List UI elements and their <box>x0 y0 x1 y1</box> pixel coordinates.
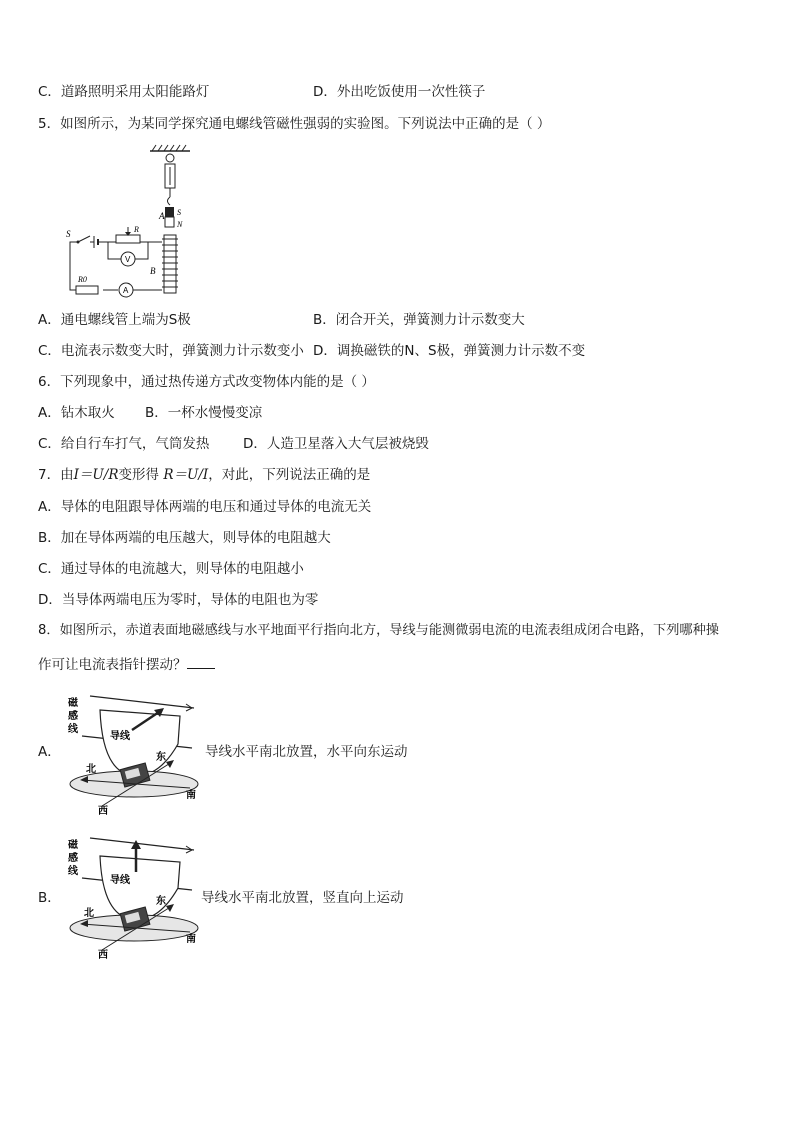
label-a: A <box>159 211 165 221</box>
label-n: N <box>177 220 183 229</box>
q7-stem <box>38 465 370 485</box>
label-v: V <box>125 255 131 264</box>
label-r: R <box>134 225 139 234</box>
b-label-field-3: 线 <box>68 866 78 877</box>
b-label-field-1: 磁 <box>68 840 78 851</box>
a-label-south: 南 <box>186 790 196 801</box>
label-s: S <box>177 208 181 217</box>
q8-option-b-letter: B． <box>38 890 61 906</box>
q8-option-a-figure <box>62 690 200 815</box>
q7-stem-pre: 7．由 <box>38 467 74 483</box>
b-label-north: 北 <box>84 908 94 919</box>
a-label-field-3: 线 <box>68 724 78 735</box>
q6-option-b: B．一杯水慢慢变凉 <box>145 405 263 421</box>
q8-option-a-text: 导线水平南北放置，水平向东运动 <box>205 744 408 760</box>
q8-stem-text: 作可让电流表指针摆动？ <box>38 657 187 673</box>
q7-stem-post: ，对此，下列说法正确的是 <box>208 467 371 483</box>
q7-option-a: A．导体的电阻跟导体两端的电压和通过导体的电流无关 <box>38 499 372 515</box>
b-label-field-2: 感 <box>68 853 78 864</box>
label-ammeter: A <box>123 286 129 295</box>
q8-option-b-text: 导线水平南北放置，竖直向上运动 <box>201 890 404 906</box>
a-label-west: 西 <box>98 806 108 815</box>
q4-option-d: D．外出吃饭使用一次性筷子 <box>313 84 486 100</box>
q6-stem: 6．下列现象中，通过热传递方式改变物体内能的是（ ） <box>38 374 375 390</box>
q8-answer-blank <box>187 654 215 669</box>
b-label-wire: 导线 <box>110 875 130 886</box>
q5-stem: 5．如图所示，为某同学探究通电螺线管磁性强弱的实验图。下列说法中正确的是（ ） <box>38 116 551 132</box>
a-label-north: 北 <box>86 764 96 775</box>
b-label-south: 南 <box>186 934 196 945</box>
q6-option-c: C．给自行车打气，气筒发热 <box>38 436 210 452</box>
q7-formula-2: R＝U/I <box>163 467 209 483</box>
q8-stem-line-2 <box>38 654 215 675</box>
q7-option-c: C．通过导体的电流越大，则导体的电阻越小 <box>38 561 304 577</box>
q7-formula-1: I＝U/R <box>73 467 119 483</box>
a-label-wire: 导线 <box>110 731 130 742</box>
q5-option-c: C．电流表示数变大时，弹簧测力计示数变小 <box>38 343 304 359</box>
a-label-east: 东 <box>156 752 166 763</box>
q5-option-d: D．调换磁铁的N、S极，弹簧测力计示数不变 <box>313 343 586 359</box>
q6-option-a: A．钻木取火 <box>38 405 115 421</box>
label-switch-s: S <box>66 229 71 239</box>
b-label-east: 东 <box>156 896 166 907</box>
label-r0: R0 <box>78 275 87 284</box>
q5-option-a: A．通电螺线管上端为S极 <box>38 312 191 328</box>
a-label-field-1: 磁 <box>68 698 78 709</box>
q4-option-c: C．道路照明采用太阳能路灯 <box>38 84 210 100</box>
q8-option-a-letter: A． <box>38 744 61 760</box>
q7-stem-mid: 变形得 <box>118 467 160 483</box>
q8-stem-line-1: 8．如图所示，赤道表面地磁感线与水平地面平行指向北方，导线与能测微弱电流的电流表组成闭合电路，下列哪种操 <box>38 623 719 638</box>
label-b: B <box>150 266 156 276</box>
q8-option-b-figure <box>62 832 200 960</box>
a-label-field-2: 感 <box>68 711 78 722</box>
q6-option-d: D．人造卫星落入大气层被烧毁 <box>243 436 429 452</box>
q7-option-b: B．加在导体两端的电压越大，则导体的电阻越大 <box>38 530 331 546</box>
b-label-west: 西 <box>98 950 108 960</box>
q5-solenoid-figure <box>58 143 198 303</box>
q7-option-d: D．当导体两端电压为零时，导体的电阻也为零 <box>38 592 319 608</box>
q5-option-b: B．闭合开关，弹簧测力计示数变大 <box>313 312 525 328</box>
